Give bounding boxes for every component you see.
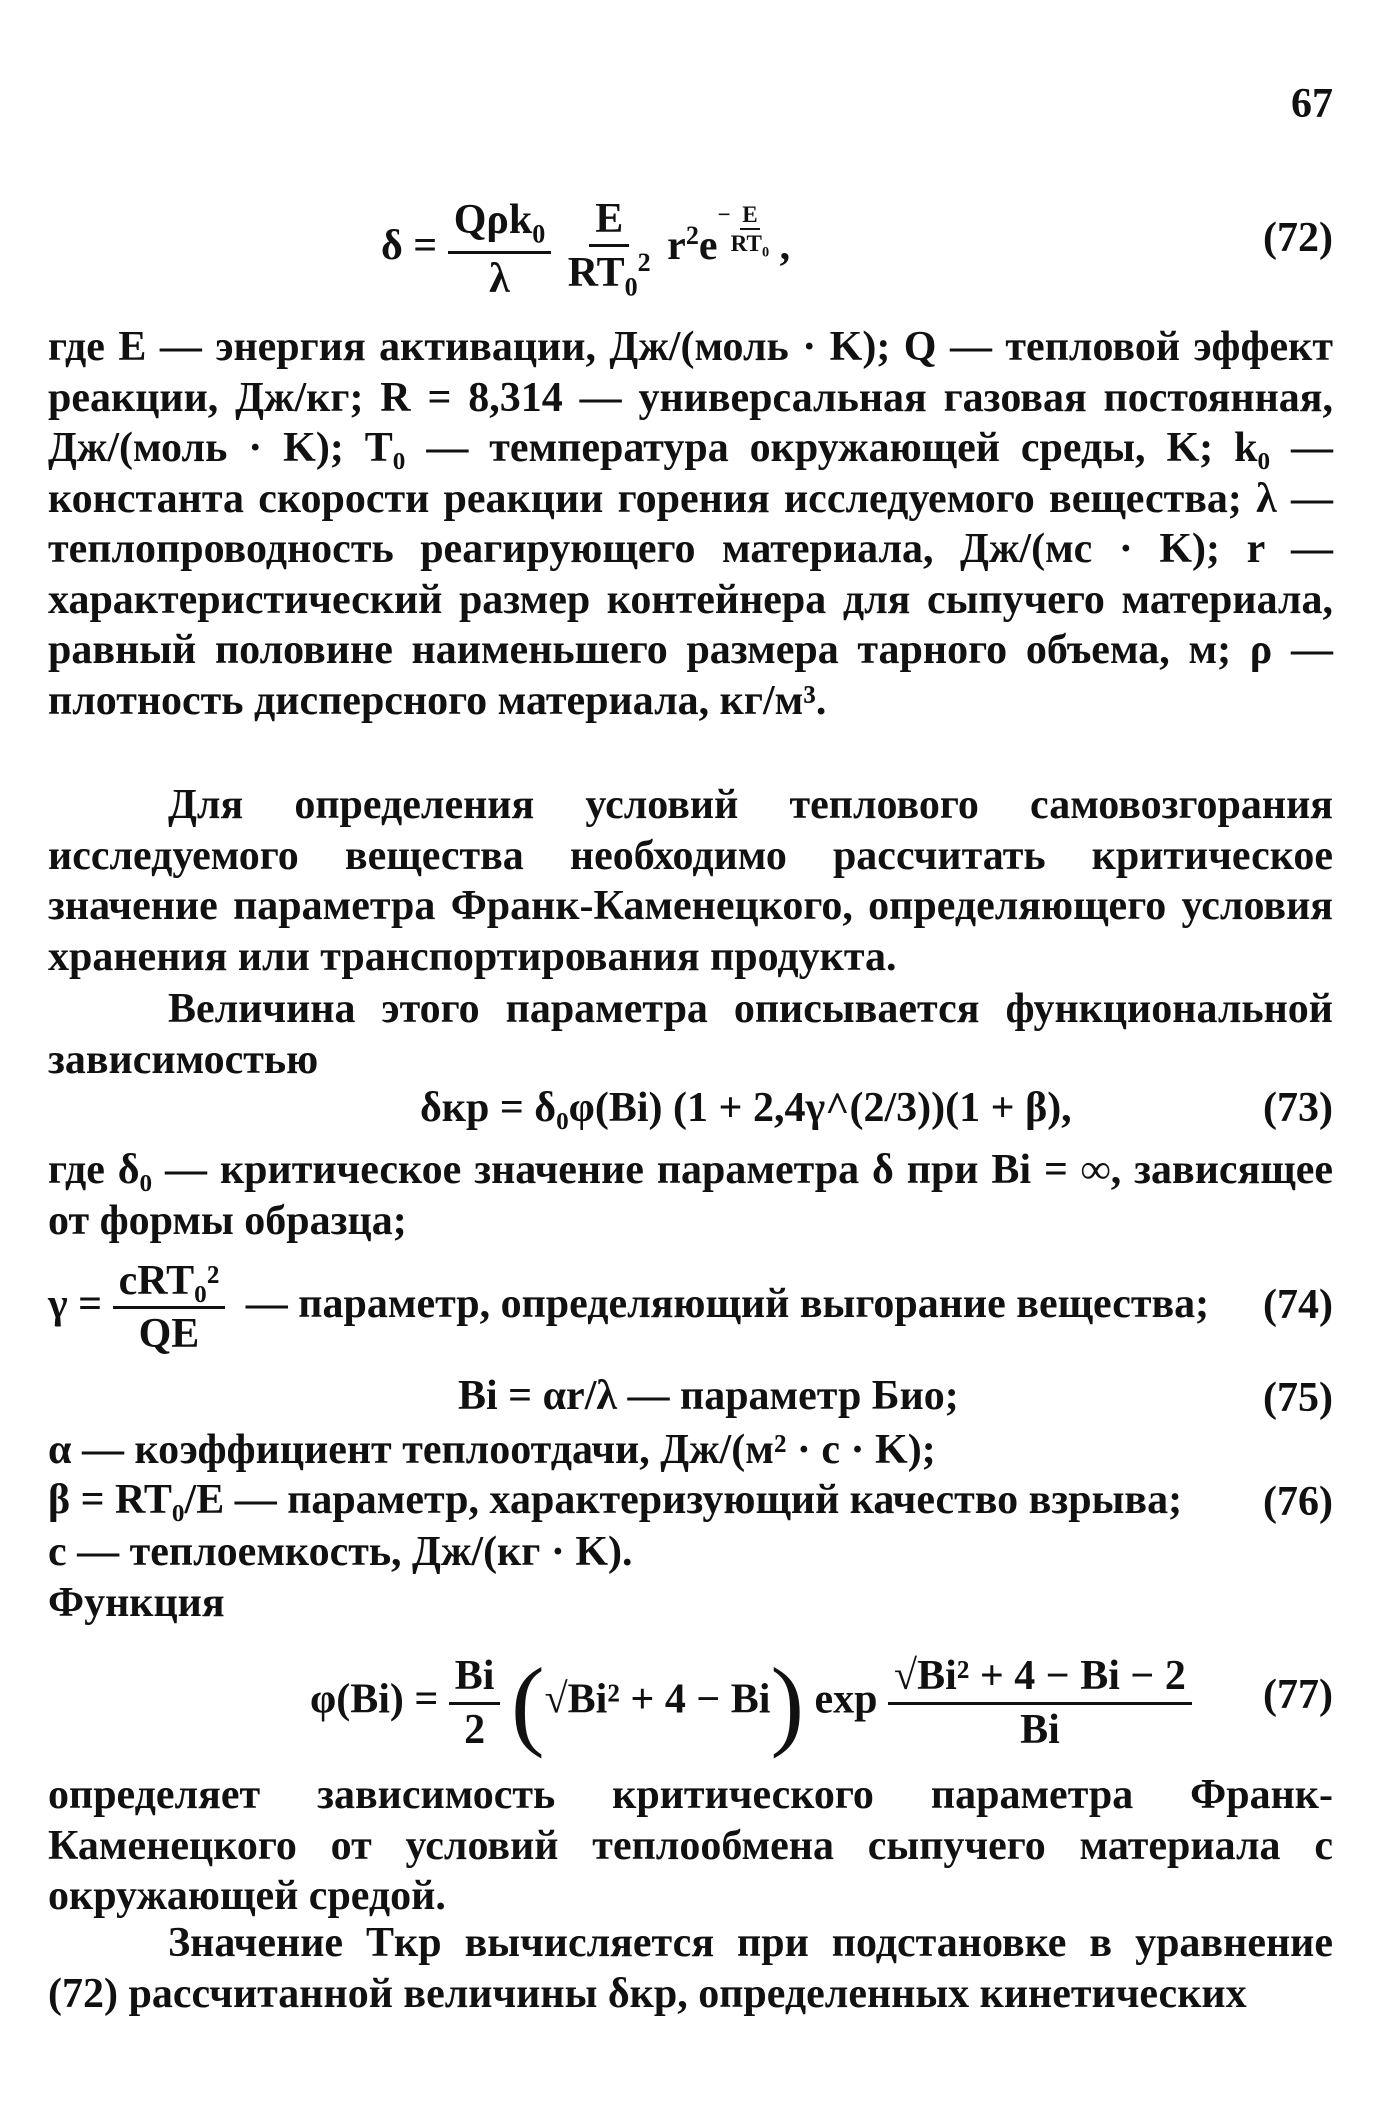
eq77-fraction: $\frac{Bi}{2}$ [449,1653,501,1752]
equation-74 [48,1250,1333,1360]
paragraph-definitions: где E — энергия активации, Дж/(моль · K); Q — тепловой эффект реакции, Дж/кг; R = 8,314 — универсальная газовая постоянная, Дж/(моль · K); T₀ — температура окружающей среды, K; k₀ — константа скорости реакции горения исследуемого вещества; λ — теплопроводность реагирующего материала, Дж/(мс · K); r — характеристический размер контейнера для сыпучего материала, равный половине наименьшего размера тарного объема, м; ρ — плотность дисперсного материала, кг/м³. [48,324,1333,724]
equation-number-74: (74) [1263,1282,1333,1328]
eq72-r: $r^2$ [667,220,699,269]
eq74-lhs: γ = [48,1281,103,1328]
paragraph-dependence: определяет зависимость критического параметра Франк-Каменецкого от условий теплообмена сыпучего материала с окружающей средой. [48,1772,1333,1919]
equation-76 [48,1472,1333,1532]
equation-number-73: (73) [1263,1085,1333,1131]
paragraph-delta0: где δ₀ — критическое значение параметра δ при Bi = ∞, зависящее от формы образца; [48,1147,1333,1244]
equation-75 [48,1368,1333,1428]
eq72-lhs: δ = [381,222,438,269]
eq72-fraction-1: $\frac{Q\rho k_0}{\lambda}$ [448,197,552,302]
paragraph-parameter: Величина этого параметра описывается функциональной зависимостью [48,986,1333,1083]
equation-number-72: (72) [1263,215,1333,261]
paragraph-temperature: Значение Tкр вычисляется при подстановке в уравнение (72) рассчитанной величины δкр, определенных кинетических [48,1920,1333,2017]
eq77-exp: exp [814,1676,878,1723]
line-function: Функция [48,1580,225,1626]
eq72-exponent: $\frac{E}{RT_0}$ [730,200,770,261]
equation-73 [48,1076,1333,1140]
eq77-middle: √Bi² + 4 − Bi [544,1676,771,1723]
eq75-formula: Bi = αr/λ — параметр Био; [458,1373,959,1419]
equation-number-77: (77) [1263,1672,1333,1718]
eq72-exponential: e [698,222,718,269]
equation-number-76: (76) [1263,1479,1333,1525]
paragraph-conditions: Для определения условий теплового самовозгорания исследуемого вещества необходимо рассчитать критическое значение параметра Франк-Каменецкого, определяющего условия хранения или транспортирования продукта. [48,782,1333,980]
line-heat-capacity: с — теплоемкость, Дж/(кг · K). [48,1529,633,1575]
eq73-formula: δкр = δ₀φ(Bi) (1 + 2,4γ^(2/3))(1 + β), [420,1085,1072,1131]
eq76-formula: β = RT₀/E — параметр, характеризующий качество взрыва; [48,1477,1183,1523]
equation-77: φ(Bi) = $\frac{Bi}{2}$ (√Bi² + 4 − Bi) exp $\frac{\text{√Bi² + 4 − Bi − 2}}{Bi}$ (77) [310,1647,1333,1759]
page-number: 67 [1291,81,1333,127]
equation-number-75: (75) [1263,1375,1333,1421]
eq74-description: — параметр, определяющий выгорание вещества; [245,1281,1210,1328]
eq77-lhs: φ(Bi) = [310,1676,439,1723]
line-alpha: α — коэффициент теплоотдачи, Дж/(м² · с · K); [48,1427,936,1473]
equation-72: δ = $\frac{Q\rho k_0}{\lambda}$ $\frac{E}{RT_0^2}$ $r^2e^-$ $\frac{E}{RT_0}$ , (72) [381,196,1333,302]
eq72-fraction-2: $\frac{E}{RT_0^2}$ [567,196,651,302]
eq77-exp-fraction: $\frac{\text{√Bi² + 4 − Bi − 2}}{Bi}$ [888,1653,1192,1752]
eq74-fraction: $\frac{\text{cRT₀²}}{QE}$ [113,1258,226,1357]
